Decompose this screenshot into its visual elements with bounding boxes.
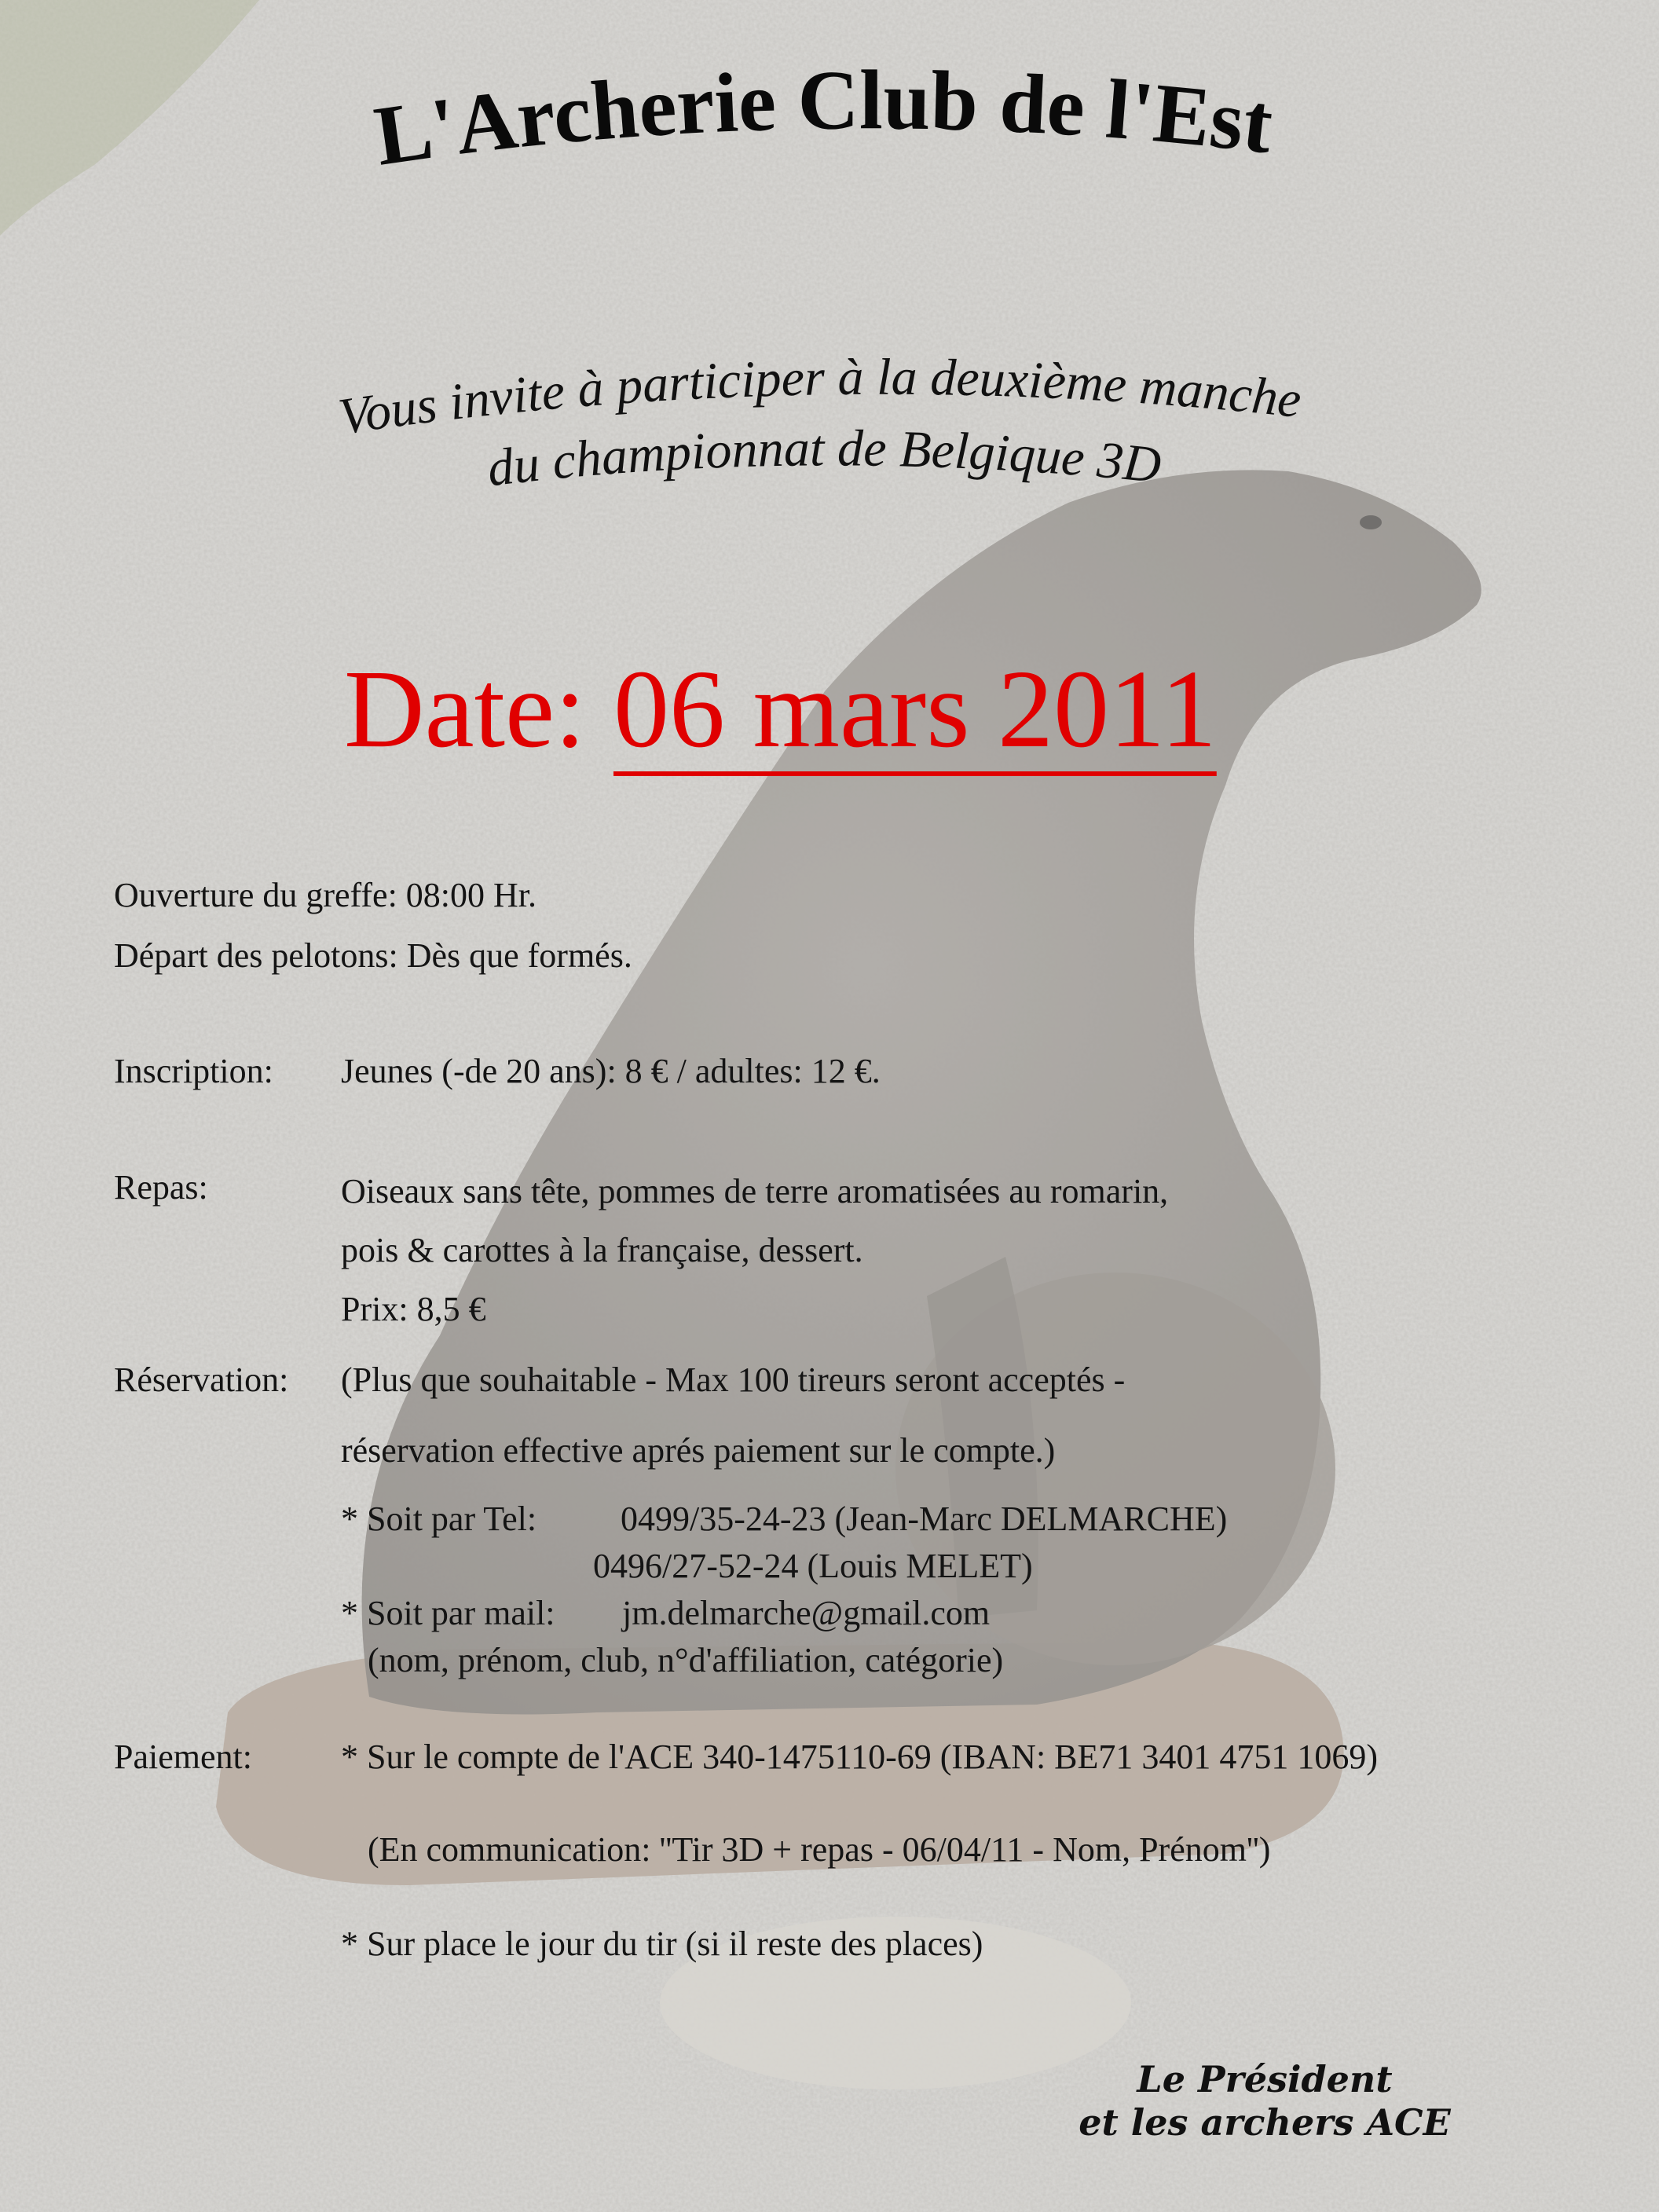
payment-line-3: * Sur place le jour du tir (si il reste des places) <box>341 1925 983 1963</box>
reservation-line-2: réservation effective aprés paiement sur le compte.) <box>341 1431 1056 1470</box>
reservation-line-1: (Plus que souhaitable - Max 100 tireurs seront acceptés - <box>341 1361 1126 1399</box>
date-value: 06 mars 2011 <box>613 646 1217 771</box>
invite-line-2-text: du championnat de Belgique 3D <box>484 419 1164 498</box>
signature-line-2: et les archers ACE <box>1079 2101 1451 2144</box>
club-name-text: L'Archerie Club de l'Est <box>368 53 1278 184</box>
reservation-tel-label: * Soit par Tel: <box>341 1500 537 1538</box>
club-name-title <box>369 53 1277 184</box>
reservation-label: Réservation: <box>114 1361 289 1399</box>
departure-info: Départ des pelotons: Dès que formés. <box>114 936 632 975</box>
opening-time: Ouverture du greffe: 08:00 Hr. <box>114 876 537 914</box>
reservation-mail-label: * Soit par mail: <box>341 1594 555 1632</box>
signature <box>1053 2058 1477 2144</box>
event-date <box>344 644 1365 773</box>
invite-line-1-text: Vous invite à participer à la deuxième manche <box>335 348 1305 446</box>
registration-label: Inscription: <box>114 1052 273 1090</box>
payment-line-2: (En communication: ''Tir 3D + repas - 06/04/11 - Nom, Prénom'') <box>368 1830 1271 1869</box>
payment-label: Paiement: <box>114 1738 252 1776</box>
payment-line-1: * Sur le compte de l'ACE 340-1475110-69 (IBAN: BE71 3401 4751 1069) <box>341 1738 1379 1776</box>
reservation-tel-2: 0496/27-52-24 (Louis MELET) <box>593 1547 1033 1585</box>
date-label: Date: <box>344 646 614 771</box>
reservation-mail: jm.delmarche@gmail.com <box>622 1594 991 1632</box>
reservation-mail-info: (nom, prénom, club, n°d'affiliation, catégorie) <box>368 1641 1004 1679</box>
signature-line-1: Le Président <box>1137 2058 1393 2100</box>
invite-line-2 <box>485 419 1164 497</box>
poster-headline <box>0 0 1659 566</box>
registration-fees: Jeunes (-de 20 ans): 8 € / adultes: 12 €. <box>341 1052 881 1090</box>
meal-price: Prix: 8,5 € <box>341 1290 486 1328</box>
meal-line-2: pois & carottes à la française, dessert. <box>341 1231 863 1269</box>
meal-line-1: Oiseaux sans tête, pommes de terre aromatisées au romarin, <box>341 1172 1169 1210</box>
reservation-tel-1: 0499/35-24-23 (Jean-Marc DELMARCHE) <box>621 1500 1228 1538</box>
meal-label: Repas: <box>114 1168 208 1207</box>
